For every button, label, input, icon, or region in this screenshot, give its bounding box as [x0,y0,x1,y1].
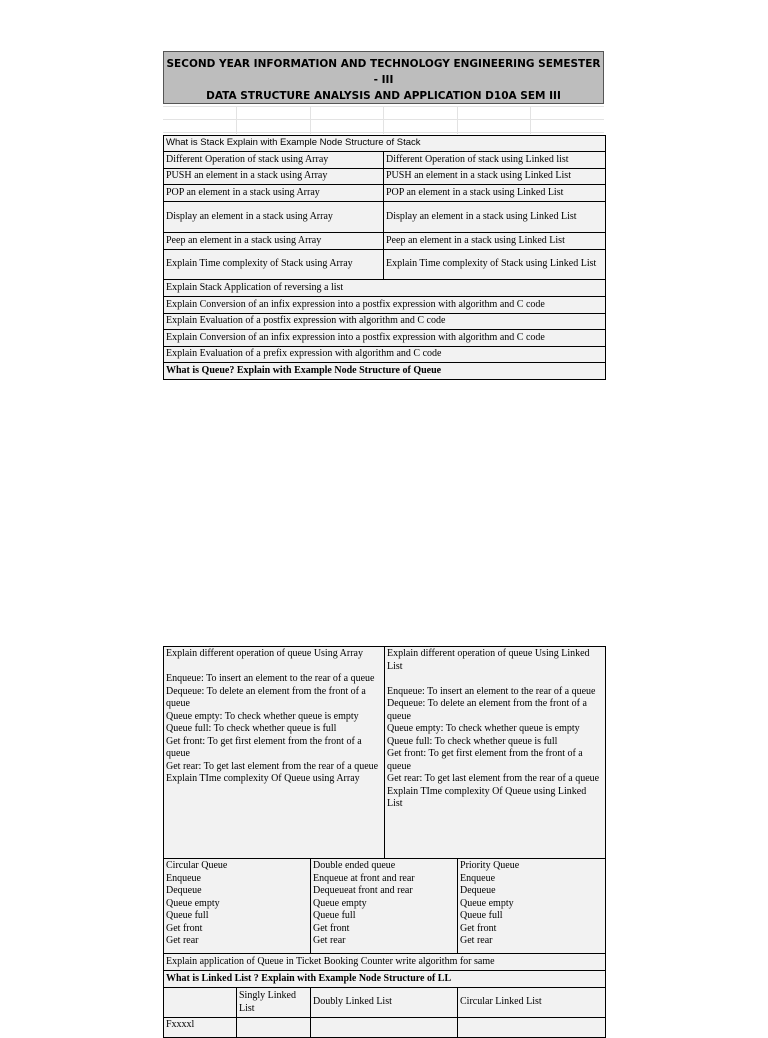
document-title-box [163,51,604,104]
queue-application-row: Explain application of Queue in Ticket Booking Counter write algorithm for same [164,954,606,971]
ll-blank-header-cell [164,988,237,1018]
queue-list-operations-cell: Explain different operation of queue Using Linked List Enqueue: To insert an element to the rear of a queue Dequeue: To delete an element from the front of a queue Queue empty: To check whether queue is empty Queue full: To check whether queue is full Get front: To get first element from the front of a queue Get rear: To get last element from the rear of a queue Explain TIme complexity Of Queue using Linked List [385,647,606,859]
circular-queue-cell: Circular Queue Enqueue Dequeue Queue empty Queue full Get front Get rear [164,859,311,954]
stack-list-topic: PUSH an element in a stack using Linked List [384,169,606,185]
queue-heading-row: What is Queue? Explain with Example Node Structure of Queue [164,363,606,380]
stack-list-topic: POP an element in a stack using Linked List [384,185,606,202]
stack-list-topic: Different Operation of stack using Linked list [384,152,606,169]
queue-linked-list-table [163,646,606,1038]
ll-doubly-header: Doubly Linked List [311,988,458,1018]
stack-intro-cell: What is Stack Explain with Example Node Structure of Stack [164,136,606,152]
double-ended-queue-cell: Double ended queue Enqueue at front and rear Dequeueat front and rear Queue empty Queue full Get front Get rear [311,859,458,954]
ll-row-cell [311,1018,458,1038]
ll-row-cell [237,1018,311,1038]
stack-array-topic: Peep an element in a stack using Array [164,233,384,250]
stack-list-topic: Explain Time complexity of Stack using Linked List [384,250,606,280]
stack-array-topic: Different Operation of stack using Array [164,152,384,169]
title-line-1: SECOND YEAR INFORMATION AND TECHNOLOGY ENGINEERING SEMESTER - III [166,58,601,86]
stack-array-topic: Explain Time complexity of Stack using Array [164,250,384,280]
stack-list-topic: Peep an element in a stack using Linked List [384,233,606,250]
stack-application-row: Explain Evaluation of a prefix expression with algorithm and C code [164,347,606,363]
stack-array-topic: PUSH an element in a stack using Array [164,169,384,185]
linked-list-heading-row: What is Linked List ? Explain with Example Node Structure of LL [164,971,606,988]
stack-application-row: Explain Evaluation of a postfix expression with algorithm and C code [164,314,606,330]
stack-array-topic: POP an element in a stack using Array [164,185,384,202]
ll-row-label: Fxxxxl [164,1018,237,1038]
stack-topics-table [163,135,606,380]
stack-application-row: Explain Conversion of an infix expression into a postfix expression with algorithm and C code [164,330,606,347]
ll-singly-header: Singly Linked List [237,988,311,1018]
stack-application-row: Explain Stack Application of reversing a list [164,280,606,297]
priority-queue-cell: Priority Queue Enqueue Dequeue Queue empty Queue full Get front Get rear [458,859,606,954]
stack-array-topic: Display an element in a stack using Array [164,202,384,233]
ll-row-cell [458,1018,606,1038]
queue-array-operations-cell: Explain different operation of queue Using Array Enqueue: To insert an element to the rear of a queue Dequeue: To delete an element from the front of a queue Queue empty: To check whether queue is empty Queue full: To check whether queue is full Get front: To get first element from the front of a queue Get rear: To get last element from the rear of a queue Explain TIme complexity Of Queue using Array [164,647,385,859]
empty-grid-rows [163,106,604,134]
ll-circular-header: Circular Linked List [458,988,606,1018]
stack-list-topic: Display an element in a stack using Linked List [384,202,606,233]
title-line-2: DATA STRUCTURE ANALYSIS AND APPLICATION D10A SEM III [206,90,561,102]
stack-application-row: Explain Conversion of an infix expression into a postfix expression with algorithm and C code [164,297,606,314]
